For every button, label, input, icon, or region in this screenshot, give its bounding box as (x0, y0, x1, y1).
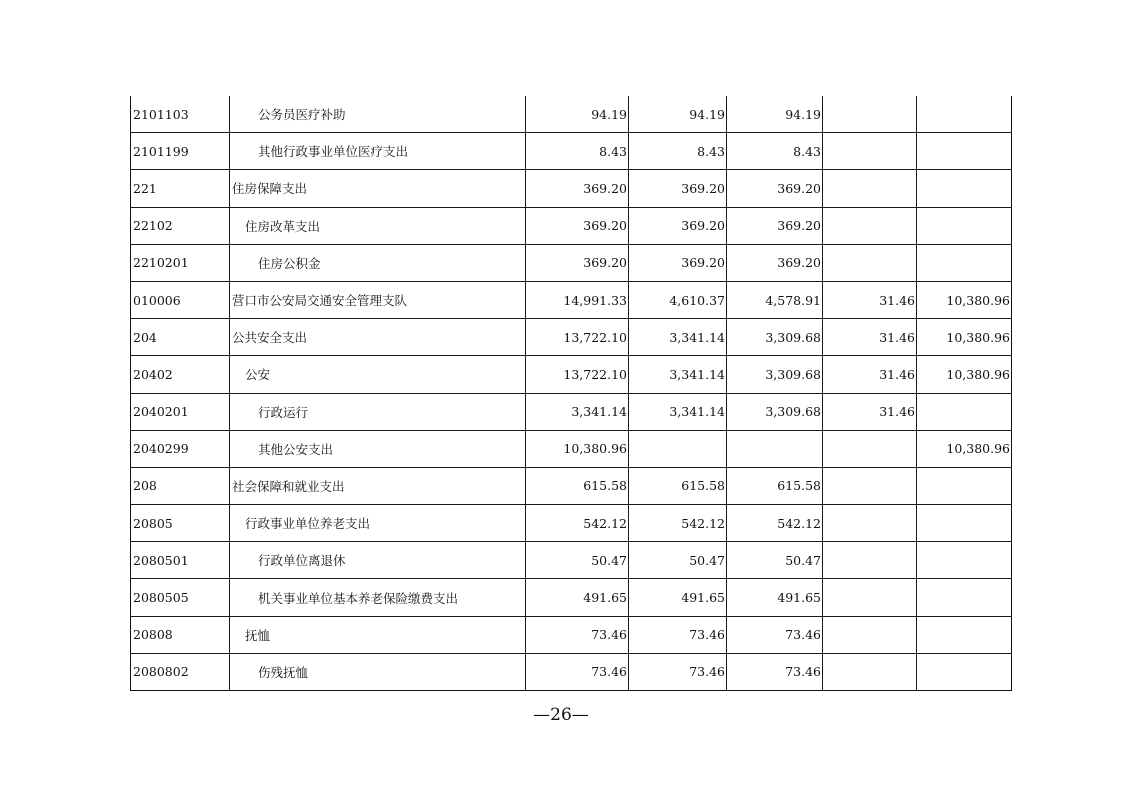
cell-name: 住房保障支出 (230, 170, 526, 207)
table-row (131, 393, 1012, 430)
cell-code: 2101199 (131, 133, 230, 170)
cell-total: 542.12 (526, 505, 629, 542)
cell-name: 住房公积金 (230, 244, 526, 281)
cell-public (823, 170, 917, 207)
cell-total: 50.47 (526, 542, 629, 579)
table-row (131, 542, 1012, 579)
table-row (131, 207, 1012, 244)
cell-basic (629, 430, 727, 467)
cell-name: 抚恤 (230, 616, 526, 653)
cell-total: 369.20 (526, 207, 629, 244)
cell-basic: 3,341.14 (629, 393, 727, 430)
cell-basic: 3,341.14 (629, 356, 727, 393)
cell-name: 住房改革支出 (230, 207, 526, 244)
cell-name: 其他行政事业单位医疗支出 (230, 133, 526, 170)
cell-name: 公务员医疗补助 (230, 96, 526, 133)
cell-personnel: 369.20 (727, 170, 823, 207)
cell-name: 公共安全支出 (230, 319, 526, 356)
cell-total: 369.20 (526, 244, 629, 281)
cell-name: 社会保障和就业支出 (230, 467, 526, 504)
cell-total: 369.20 (526, 170, 629, 207)
cell-personnel: 3,309.68 (727, 319, 823, 356)
cell-project (917, 467, 1012, 504)
cell-code: 204 (131, 319, 230, 356)
cell-project: 10,380.96 (917, 356, 1012, 393)
cell-basic: 369.20 (629, 207, 727, 244)
cell-personnel: 369.20 (727, 207, 823, 244)
cell-public: 31.46 (823, 393, 917, 430)
cell-project (917, 579, 1012, 616)
cell-personnel: 94.19 (727, 96, 823, 133)
cell-personnel: 3,309.68 (727, 393, 823, 430)
cell-project (917, 96, 1012, 133)
cell-basic: 50.47 (629, 542, 727, 579)
cell-project (917, 393, 1012, 430)
cell-total: 10,380.96 (526, 430, 629, 467)
cell-code: 2101103 (131, 96, 230, 133)
cell-total: 13,722.10 (526, 356, 629, 393)
table-row (131, 616, 1012, 653)
cell-public: 31.46 (823, 356, 917, 393)
cell-code: 20808 (131, 616, 230, 653)
cell-basic: 369.20 (629, 244, 727, 281)
cell-code: 208 (131, 467, 230, 504)
cell-public (823, 542, 917, 579)
cell-personnel: 3,309.68 (727, 356, 823, 393)
cell-personnel: 615.58 (727, 467, 823, 504)
cell-basic: 3,341.14 (629, 319, 727, 356)
cell-name: 伤残抚恤 (230, 653, 526, 690)
cell-personnel: 8.43 (727, 133, 823, 170)
cell-public (823, 616, 917, 653)
cell-total: 73.46 (526, 616, 629, 653)
cell-public (823, 133, 917, 170)
cell-project (917, 505, 1012, 542)
cell-code: 22102 (131, 207, 230, 244)
cell-personnel: 73.46 (727, 653, 823, 690)
cell-total: 14,991.33 (526, 281, 629, 318)
cell-personnel: 50.47 (727, 542, 823, 579)
table-row (131, 96, 1012, 133)
cell-code: 20805 (131, 505, 230, 542)
cell-project (917, 616, 1012, 653)
cell-name: 公安 (230, 356, 526, 393)
cell-code: 2040299 (131, 430, 230, 467)
cell-personnel: 73.46 (727, 616, 823, 653)
cell-name: 营口市公安局交通安全管理支队 (230, 281, 526, 318)
cell-basic: 491.65 (629, 579, 727, 616)
cell-basic: 369.20 (629, 170, 727, 207)
table-row (131, 505, 1012, 542)
table-row (131, 281, 1012, 318)
table-row (131, 319, 1012, 356)
cell-project (917, 133, 1012, 170)
cell-public (823, 579, 917, 616)
table-row (131, 579, 1012, 616)
table-row (131, 170, 1012, 207)
table-row (131, 244, 1012, 281)
cell-public (823, 467, 917, 504)
cell-project (917, 170, 1012, 207)
cell-public (823, 244, 917, 281)
table-row (131, 133, 1012, 170)
cell-total: 3,341.14 (526, 393, 629, 430)
cell-public (823, 430, 917, 467)
cell-code: 2040201 (131, 393, 230, 430)
cell-basic: 94.19 (629, 96, 727, 133)
cell-code: 20402 (131, 356, 230, 393)
cell-public (823, 96, 917, 133)
cell-public: 31.46 (823, 281, 917, 318)
cell-total: 8.43 (526, 133, 629, 170)
cell-personnel (727, 430, 823, 467)
cell-basic: 73.46 (629, 616, 727, 653)
cell-code: 2080505 (131, 579, 230, 616)
cell-code: 010006 (131, 281, 230, 318)
cell-name: 行政运行 (230, 393, 526, 430)
cell-public (823, 505, 917, 542)
cell-total: 13,722.10 (526, 319, 629, 356)
cell-project: 10,380.96 (917, 281, 1012, 318)
cell-basic: 615.58 (629, 467, 727, 504)
cell-total: 615.58 (526, 467, 629, 504)
table-row (131, 467, 1012, 504)
cell-name: 机关事业单位基本养老保险缴费支出 (230, 579, 526, 616)
cell-code: 2210201 (131, 244, 230, 281)
cell-personnel: 4,578.91 (727, 281, 823, 318)
cell-project: 10,380.96 (917, 430, 1012, 467)
cell-code: 2080501 (131, 542, 230, 579)
cell-personnel: 542.12 (727, 505, 823, 542)
cell-name: 行政事业单位养老支出 (230, 505, 526, 542)
table-row (131, 430, 1012, 467)
table-body (131, 96, 1012, 691)
cell-basic: 4,610.37 (629, 281, 727, 318)
cell-basic: 8.43 (629, 133, 727, 170)
cell-total: 491.65 (526, 579, 629, 616)
cell-basic: 73.46 (629, 653, 727, 690)
cell-personnel: 491.65 (727, 579, 823, 616)
cell-public (823, 653, 917, 690)
cell-name: 行政单位离退休 (230, 542, 526, 579)
cell-personnel: 369.20 (727, 244, 823, 281)
cell-basic: 542.12 (629, 505, 727, 542)
cell-public: 31.46 (823, 319, 917, 356)
cell-project (917, 542, 1012, 579)
cell-project (917, 653, 1012, 690)
cell-public (823, 207, 917, 244)
budget-table (130, 96, 1012, 691)
page-number: —26— (533, 705, 589, 725)
table-row (131, 653, 1012, 690)
cell-total: 94.19 (526, 96, 629, 133)
cell-project (917, 207, 1012, 244)
cell-name: 其他公安支出 (230, 430, 526, 467)
cell-project: 10,380.96 (917, 319, 1012, 356)
cell-code: 2080802 (131, 653, 230, 690)
cell-total: 73.46 (526, 653, 629, 690)
cell-project (917, 244, 1012, 281)
table-row (131, 356, 1012, 393)
cell-code: 221 (131, 170, 230, 207)
